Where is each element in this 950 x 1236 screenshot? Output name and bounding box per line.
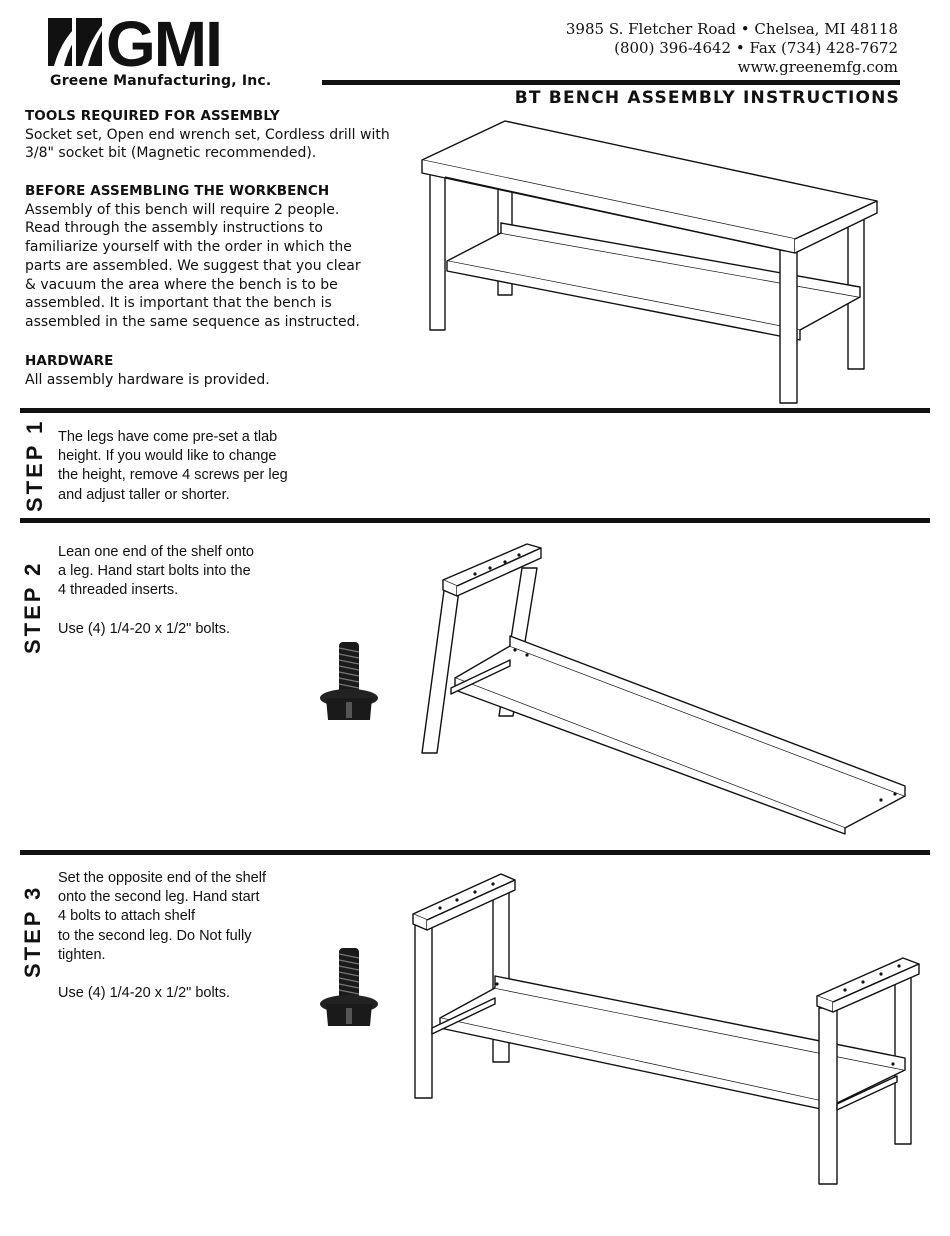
step-2-label: STEP 2	[20, 560, 45, 654]
hex-flange-bolt-icon	[318, 946, 380, 1034]
step-1-text: The legs have come pre-set a tlab height. If you would like to change the height, remove 4 screws per leg and adjust taller or shorter.	[58, 429, 288, 503]
shelf-between-legs-drawing	[405, 868, 925, 1186]
hardware-body: All assembly hardware is provided.	[25, 371, 270, 388]
before-section	[25, 182, 405, 332]
hex-flange-bolt-icon	[318, 640, 380, 728]
tools-section	[25, 107, 405, 163]
before-heading: BEFORE ASSEMBLING THE WORKBENCH	[25, 183, 330, 199]
workbench-drawing	[415, 115, 885, 410]
company-name: Greene Manufacturing, Inc.	[50, 73, 272, 89]
section-divider	[20, 518, 930, 523]
document-title: BT BENCH ASSEMBLY INSTRUCTIONS	[514, 88, 900, 108]
website-link[interactable]: www.greenemfg.com	[737, 58, 898, 76]
tools-heading: TOOLS REQUIRED FOR ASSEMBLY	[25, 108, 280, 124]
step-2-text: Lean one end of the shelf onto a leg. Hand start bolts into the 4 threaded inserts. Use (4) 1/4-20 x 1/2" bolts.	[58, 544, 254, 637]
shelf-leaning-on-leg-drawing	[415, 538, 910, 838]
hardware-section	[25, 352, 405, 389]
section-divider	[20, 408, 930, 413]
header-rule	[322, 80, 900, 85]
step-1-label: STEP 1	[22, 418, 47, 512]
address-line: 3985 S. Fletcher Road • Chelsea, MI 48118	[565, 20, 898, 38]
section-divider	[20, 850, 930, 855]
tools-body: Socket set, Open end wrench set, Cordless drill with 3/8" socket bit (Magnetic recommended).	[25, 126, 390, 162]
step-3-text: Set the opposite end of the shelf onto the second leg. Hand start 4 bolts to attach shelf to the second leg. Do Not fully tighten. Use (4) 1/4-20 x 1/2" bolts.	[58, 870, 266, 1002]
before-body: Assembly of this bench will require 2 people. Read through the assembly instructions to familiarize yourself with the order in which the parts are assembled. We suggest that you clear & vacuum the area where the bench is to be assembled. It is important that the bench is assembled in the same sequence as instructed.	[25, 201, 361, 330]
phone-line: (800) 396-4642 • Fax (734) 428-7672	[614, 39, 898, 57]
company-contact	[566, 20, 898, 77]
hardware-heading: HARDWARE	[25, 353, 114, 369]
step-3-label: STEP 3	[20, 884, 45, 978]
logo-wordmark: GMI	[106, 16, 221, 80]
